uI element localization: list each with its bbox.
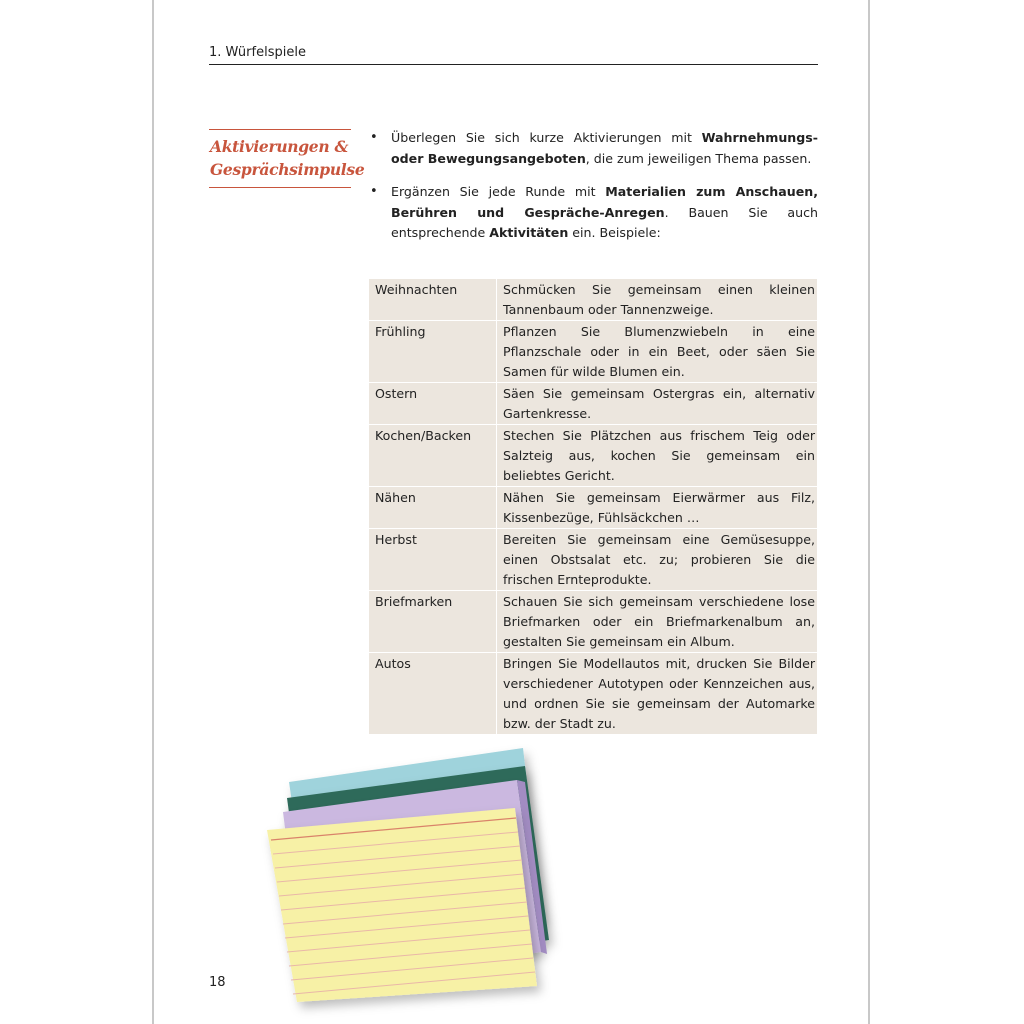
topic-cell: Frühling bbox=[369, 321, 497, 383]
topic-cell: Kochen/Backen bbox=[369, 425, 497, 487]
description-cell: Schauen Sie sich gemeinsam verschiedene lose Briefmarken oder ein Briefmarkenalbum an, gestalten Sie gemeinsam ein Album. bbox=[497, 591, 818, 653]
topic-cell: Autos bbox=[369, 653, 497, 735]
sidebar-heading bbox=[210, 135, 365, 181]
bullet-emphasis: Materialien zum Anschauen, Berühren und Gespräche-Anregen bbox=[391, 184, 818, 220]
bullet-list bbox=[370, 128, 818, 257]
bullet-text: Überlegen Sie sich kurze Aktivierungen mit bbox=[391, 130, 702, 145]
topic-cell: Weihnachten bbox=[375, 282, 458, 297]
description-cell: Bringen Sie Modellautos mit, drucken Sie Bilder verschiedener Autotypen oder Kennzeichen aus, und ordnen Sie sie gemeinsam der Automarke bzw. der Stadt zu. bbox=[497, 653, 818, 735]
bullet-dot-icon: • bbox=[370, 184, 378, 199]
description-cell: Schmücken Sie gemeinsam einen kleinen Tannenbaum oder Tannenzweige. bbox=[497, 279, 818, 321]
description-cell: Pflanzen Sie Blumenzwiebeln in eine Pflanzschale oder in ein Beet, oder säen Sie Samen für wilde Blumen ein. bbox=[497, 321, 818, 383]
bullet-dot-icon: • bbox=[370, 130, 378, 145]
description-cell: Nähen Sie gemeinsam Eierwärmer aus Filz, Kissenbezüge, Fühlsäckchen … bbox=[497, 487, 818, 529]
bullet-emphasis: Wahrnehmungs- oder Bewegungsangeboten bbox=[391, 130, 818, 166]
table-row bbox=[369, 279, 817, 321]
table-row bbox=[369, 383, 817, 425]
description-cell: Stechen Sie Plätzchen aus frischem Teig oder Salzteig aus, kochen Sie gemeinsam ein beliebtes Gericht. bbox=[497, 425, 818, 487]
topic-cell: Herbst bbox=[369, 529, 497, 591]
bullet-text: . Bauen Sie auch entsprechende bbox=[391, 204, 818, 240]
bullet-text: Ergänzen Sie jede Runde mit bbox=[391, 184, 606, 199]
table-row bbox=[369, 425, 817, 487]
table-row bbox=[369, 591, 817, 653]
description-cell: Bereiten Sie gemeinsam eine Gemüsesuppe, einen Obstsalat etc. zu; probieren Sie die frischen Ernteprodukte. bbox=[497, 529, 818, 591]
sidebar-top-rule bbox=[209, 129, 351, 130]
page-number: 18 bbox=[209, 975, 226, 990]
table-row bbox=[369, 653, 817, 735]
index-cards-image bbox=[255, 740, 575, 1020]
sidebar-heading-line2: Gesprächsimpulse bbox=[210, 160, 365, 179]
topic-cell: Nähen bbox=[369, 487, 497, 529]
table-row bbox=[369, 529, 817, 591]
bullet-item bbox=[370, 182, 818, 244]
topic-cell: Briefmarken bbox=[369, 591, 497, 653]
topic-cell: Ostern bbox=[369, 383, 497, 425]
bullet-emphasis: Aktivitäten bbox=[489, 225, 569, 240]
description-cell: Säen Sie gemeinsam Ostergras ein, alternativ Gartenkresse. bbox=[497, 383, 818, 425]
header-rule bbox=[209, 64, 818, 65]
running-header: 1. Würfelspiele bbox=[209, 45, 306, 60]
table-row bbox=[369, 321, 817, 383]
sidebar-heading-line1: Aktivierungen & bbox=[210, 137, 349, 156]
bullet-text: , die zum jeweiligen Thema passen. bbox=[585, 150, 812, 166]
sidebar-bottom-rule bbox=[209, 187, 351, 188]
table-row bbox=[369, 487, 817, 529]
bullet-item bbox=[370, 128, 818, 169]
bullet-text: ein. Beispiele: bbox=[568, 225, 661, 240]
topics-table bbox=[369, 279, 817, 734]
